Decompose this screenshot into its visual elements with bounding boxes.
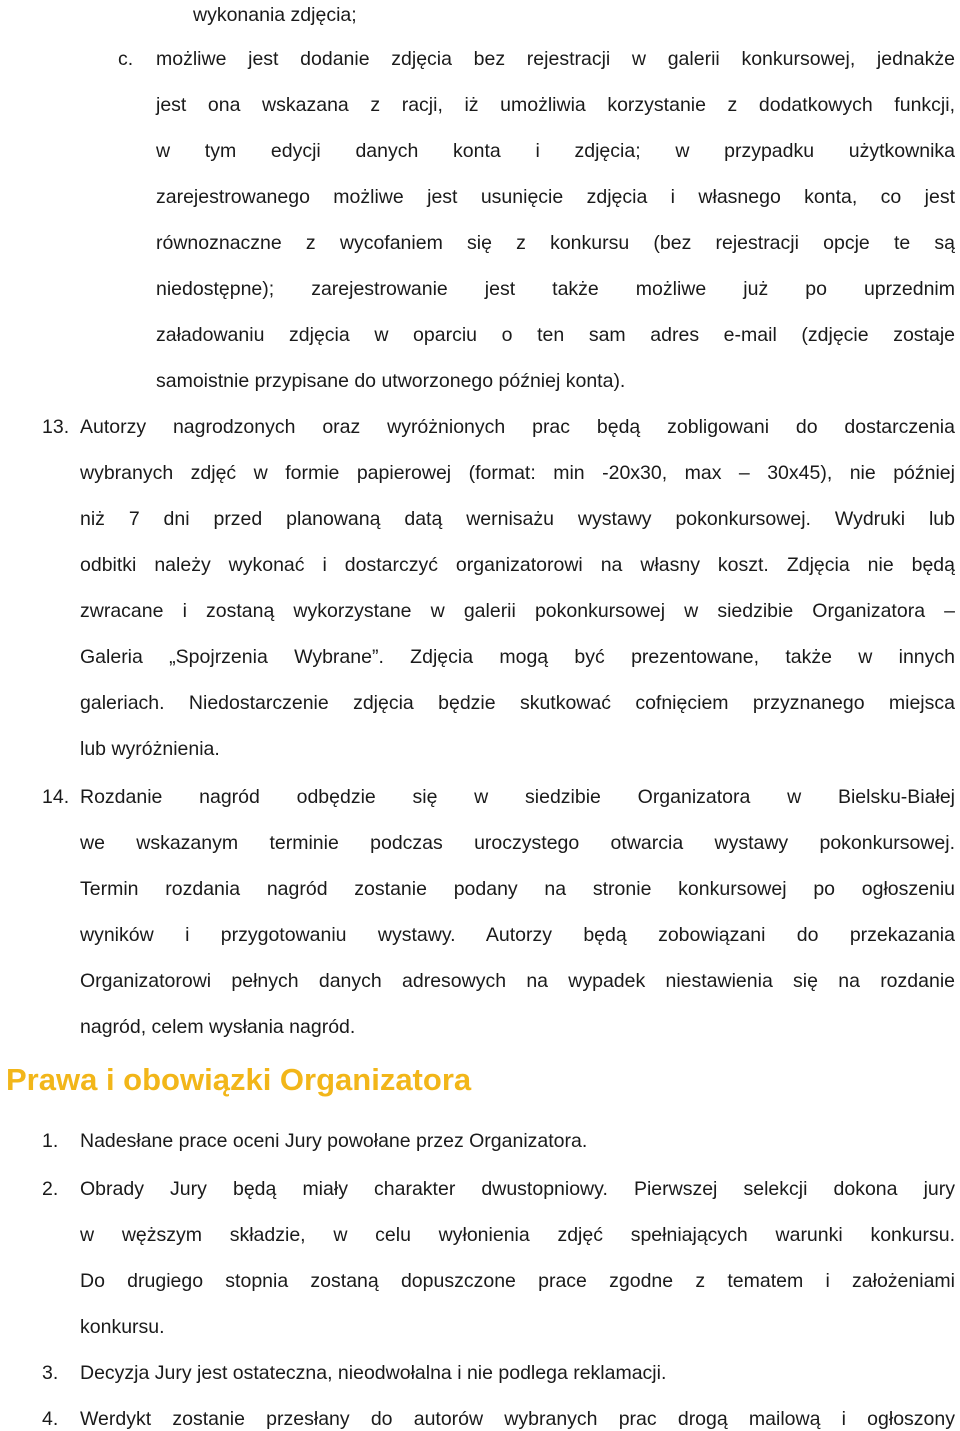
section-heading: Prawa i obowiązki Organizatora: [6, 1062, 472, 1097]
text-line: lub wyróżnienia.: [80, 738, 220, 760]
text-line: samoistnie przypisane do utworzonego później konta).: [156, 370, 626, 392]
text-line: galeriach. Niedostarczenie zdjęcia będzie skutkować cofnięciem przyznanego miejsca: [80, 692, 955, 714]
text-line: nagród, celem wysłania nagród.: [80, 1016, 356, 1038]
text-line: możliwe jest dodanie zdjęcia bez rejestracji w galerii konkursowej, jednakże: [156, 48, 955, 70]
list-number: 14.: [42, 786, 70, 808]
text-line: jest ona wskazana z racji, iż umożliwia korzystanie z dodatkowych funkcji,: [156, 94, 955, 116]
text-line: Termin rozdania nagród zostanie podany na stronie konkursowej po ogłoszeniu: [80, 878, 955, 900]
text-line: Galeria „Spojrzenia Wybrane”. Zdjęcia mogą być prezentowane, także w innych: [80, 646, 955, 668]
text-line: Organizatorowi pełnych danych adresowych na wypadek niestawienia się na rozdanie: [80, 970, 955, 992]
text-line: zwracane i zostaną wykorzystane w galerii pokonkursowej w siedzibie Organizatora –: [80, 600, 955, 622]
text-line: niż 7 dni przed planowaną datą wernisażu wystawy pokonkursowej. Wydruki lub: [80, 508, 955, 530]
text-line: Werdykt zostanie przesłany do autorów wybranych prac drogą mailową i ogłoszony: [80, 1408, 955, 1430]
text-line: niedostępne); zarejestrowanie jest także możliwe już po uprzednim: [156, 278, 955, 300]
list-marker: c.: [118, 48, 134, 70]
text-line: Rozdanie nagród odbędzie się w siedzibie Organizatora w Bielsku-Białej: [80, 786, 955, 808]
text-line: równoznaczne z wycofaniem się z konkursu (bez rejestracji opcje te są: [156, 232, 955, 254]
text-line: wybranych zdjęć w formie papierowej (format: min -20x30, max – 30x45), nie później: [80, 462, 955, 484]
list-number: 2.: [42, 1178, 59, 1200]
text-line: odbitki należy wykonać i dostarczyć organizatorowi na własny koszt. Zdjęcia nie będą: [80, 554, 955, 576]
text-line: Decyzja Jury jest ostateczna, nieodwołalna i nie podlega reklamacji.: [80, 1362, 667, 1384]
text-line: Obrady Jury będą miały charakter dwustopniowy. Pierwszej selekcji dokona jury: [80, 1178, 955, 1200]
text-line: wykonania zdjęcia;: [193, 4, 357, 26]
list-number: 13.: [42, 416, 70, 438]
text-line: Do drugiego stopnia zostaną dopuszczone prace zgodne z tematem i założeniami: [80, 1270, 955, 1292]
text-line: Nadesłane prace oceni Jury powołane przez Organizatora.: [80, 1130, 588, 1152]
text-line: załadowaniu zdjęcia w oparciu o ten sam adres e-mail (zdjęcie zostaje: [156, 324, 955, 346]
text-line: konkursu.: [80, 1316, 165, 1338]
text-line: w tym edycji danych konta i zdjęcia; w przypadku użytkownika: [156, 140, 955, 162]
text-line: w węższym składzie, w celu wyłonienia zdjęć spełniających warunki konkursu.: [80, 1224, 955, 1246]
text-line: wyników i przygotowaniu wystawy. Autorzy będą zobowiązani do przekazania: [80, 924, 955, 946]
text-line: Autorzy nagrodzonych oraz wyróżnionych prac będą zobligowani do dostarczenia: [80, 416, 955, 438]
text-line: we wskazanym terminie podczas uroczystego otwarcia wystawy pokonkursowej.: [80, 832, 955, 854]
list-number: 4.: [42, 1408, 59, 1430]
list-number: 3.: [42, 1362, 59, 1384]
list-number: 1.: [42, 1130, 59, 1152]
text-line: zarejestrowanego możliwe jest usunięcie zdjęcia i własnego konta, co jest: [156, 186, 955, 208]
